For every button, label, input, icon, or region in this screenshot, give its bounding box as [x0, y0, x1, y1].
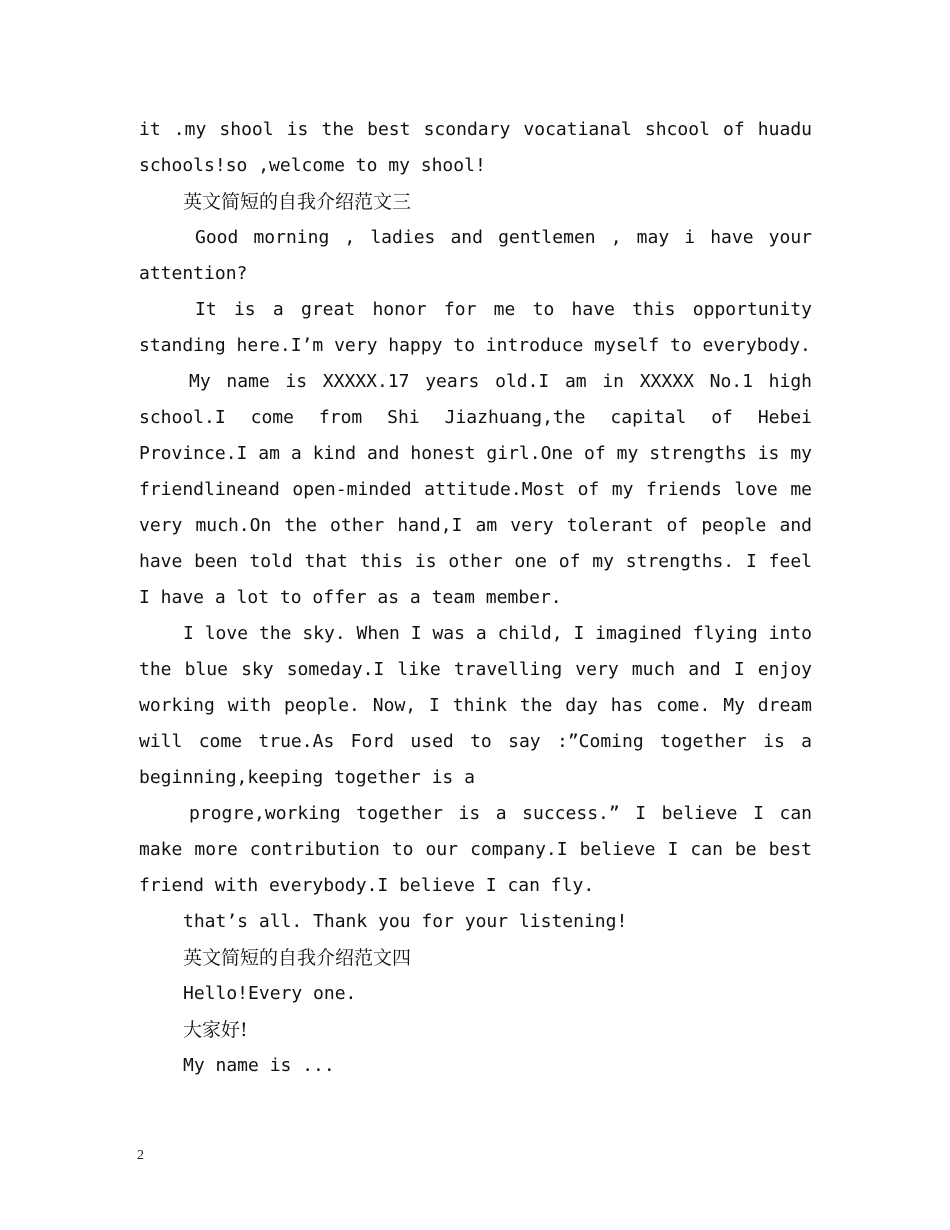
document-body [139, 112, 812, 1084]
paragraph-school-closing: it .my shool is the best scondary vocatianal shcool of huadu schools!so ,welcome to my shool! [139, 119, 812, 176]
paragraph-progress: progre,working together is a success.” I believe I can make more contribution to our company.I believe I can be best friend with everybody.I believe I can fly. [139, 803, 812, 896]
paragraph-love-sky: I love the sky. When I was a child, I imagined flying into the blue sky someday.I like travelling very much and I enjoy working with people. Now, I think the day has come. My dream will come true.As Ford used to say :”Coming together is a beginning,keeping together is a [139, 623, 812, 788]
paragraph-honor: It is a great honor for me to have this opportunity standing here.I’m very happy to introduce myself to everybody. [139, 299, 812, 356]
paragraph-name-intro: My name is XXXXX.17 years old.I am in XXXXX No.1 high school.I come from Shi Jiazhuang,the capital of Hebei Province.I am a kind and honest girl.One of my strengths is my friendlineand open-minded attitude.Most of my friends love me very much.On the other hand,I am very tolerant of people and have been told that this is other one of my strengths. I feel I have a lot to offer as a team member. [139, 371, 812, 608]
paragraph-hello-chinese: 大家好! [183, 1019, 248, 1041]
section-heading-three: 英文简短的自我介绍范文三 [183, 191, 412, 213]
paragraph-my-name: My name is ... [183, 1055, 335, 1076]
paragraph-greeting: Good morning , ladies and gentlemen , may i have your attention? [139, 227, 812, 284]
paragraph-thanks: that’s all. Thank you for your listening! [183, 911, 628, 932]
page-number: 2 [137, 1148, 144, 1163]
paragraph-hello: Hello!Every one. [183, 983, 357, 1004]
section-heading-four: 英文简短的自我介绍范文四 [183, 947, 412, 969]
